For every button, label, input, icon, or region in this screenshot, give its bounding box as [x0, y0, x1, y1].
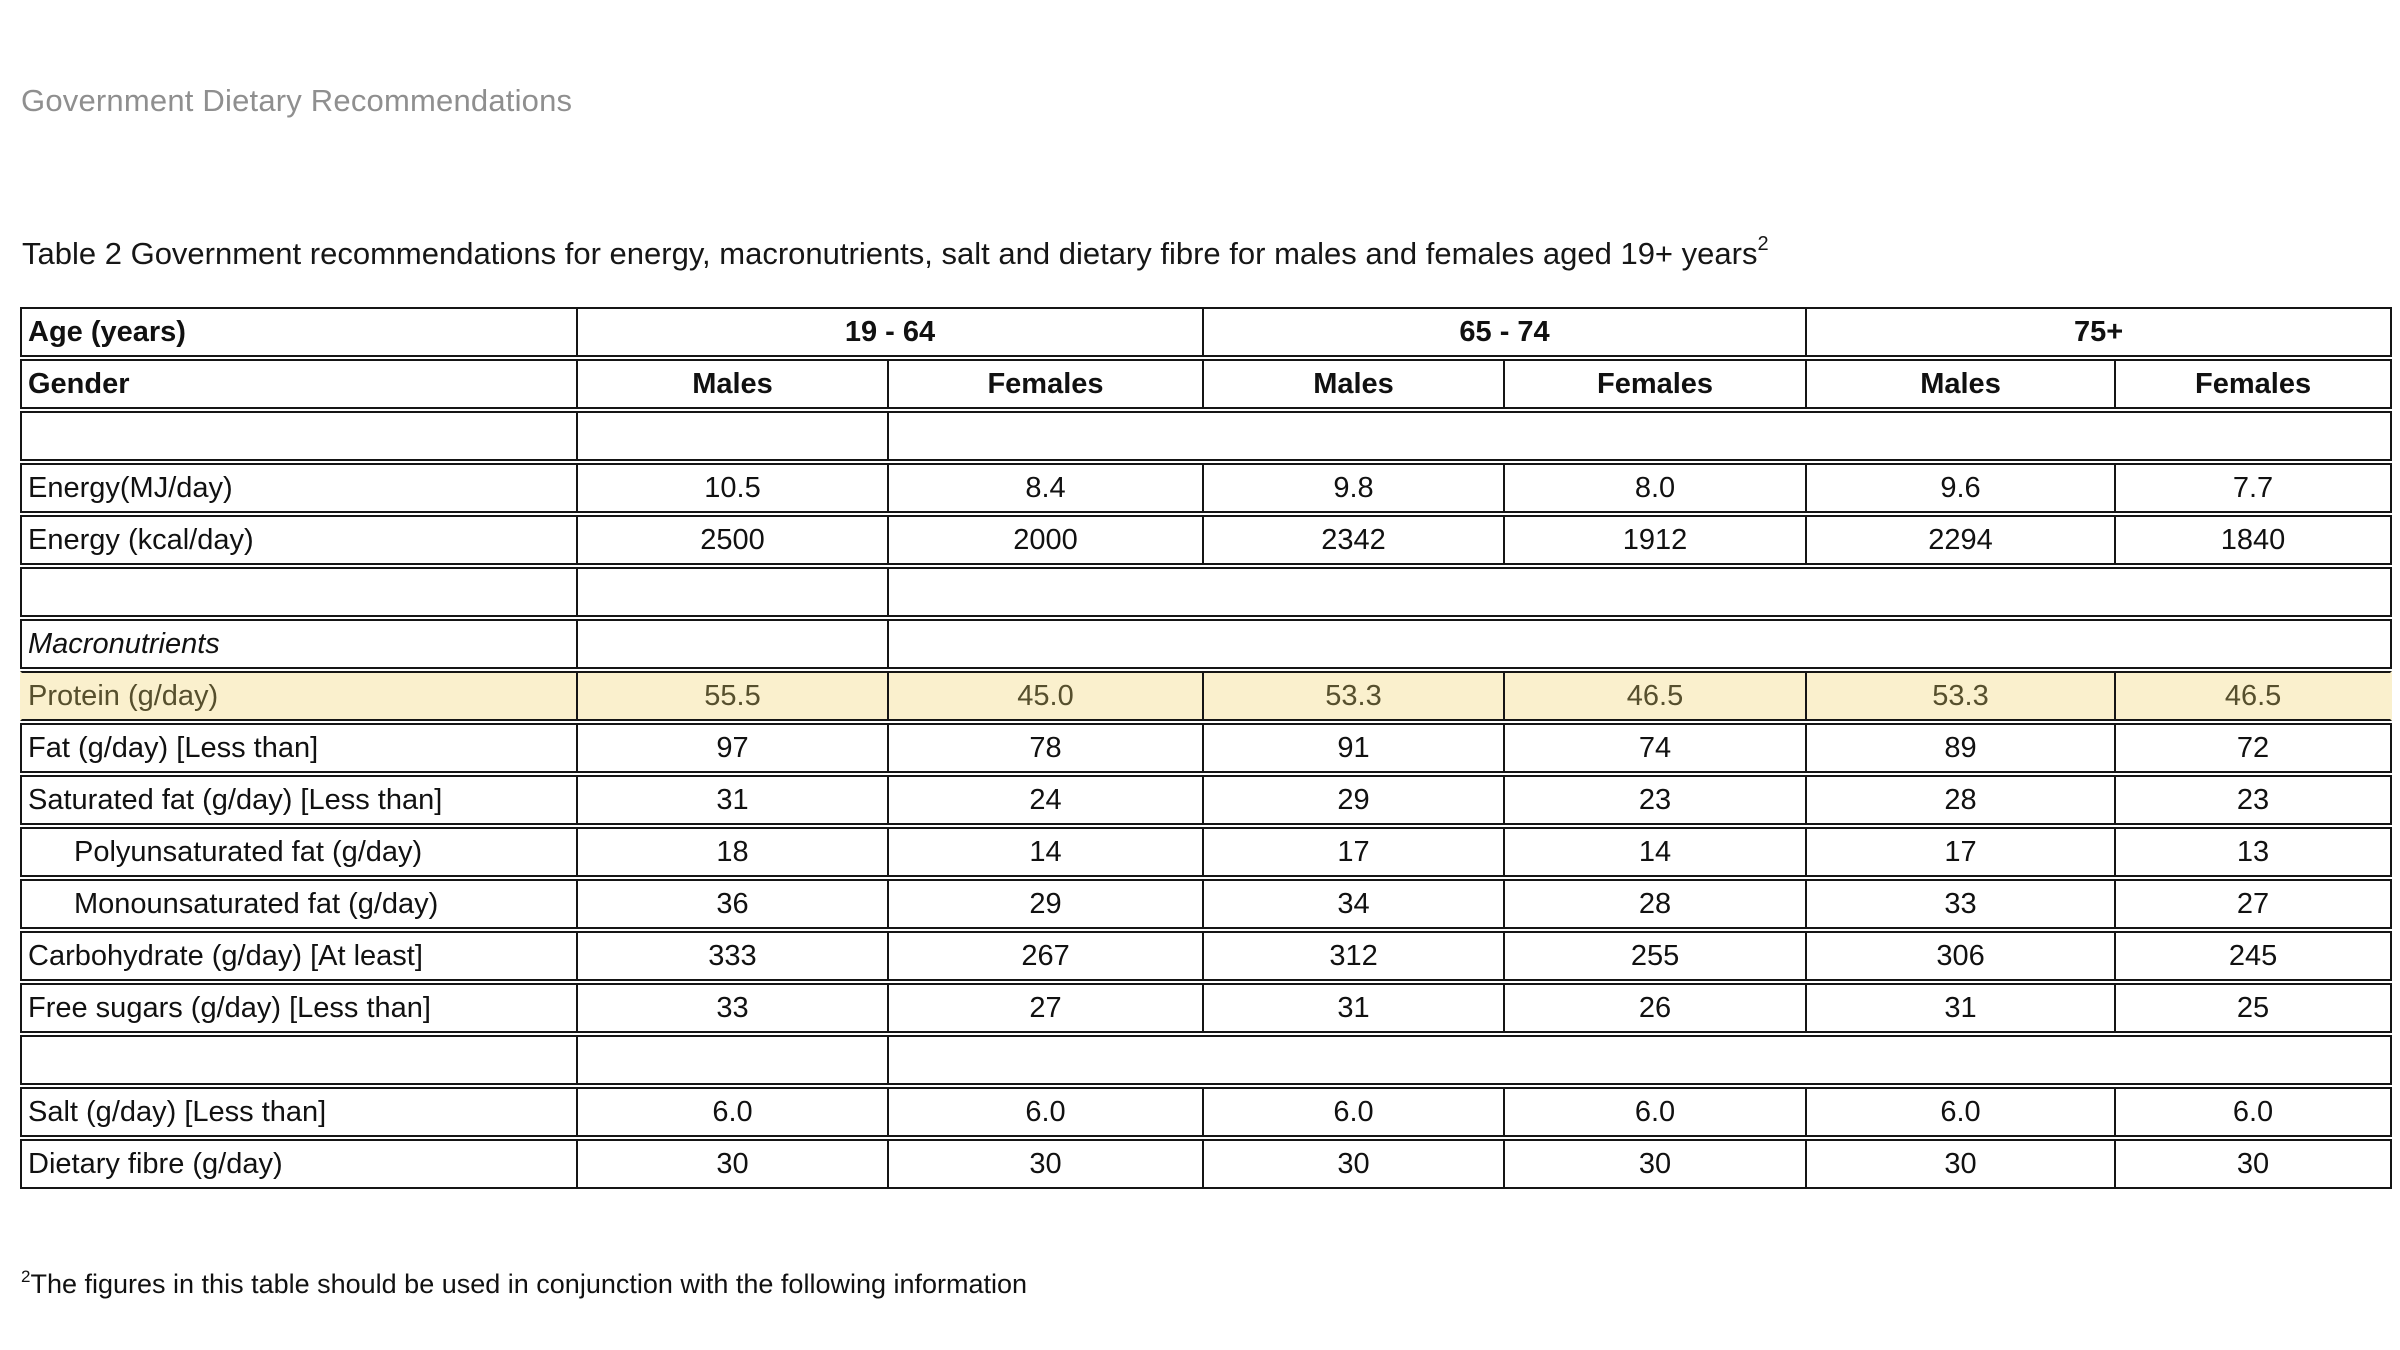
cell-value: 30 — [1505, 1139, 1807, 1189]
empty-cell — [578, 411, 889, 461]
table-row — [20, 827, 2392, 877]
age-group-65-74: 65 - 74 — [1204, 307, 1807, 357]
cell-value: 6.0 — [1505, 1087, 1807, 1137]
cell-value: 8.4 — [889, 463, 1204, 513]
cell-value: 6.0 — [1807, 1087, 2116, 1137]
cell-value: 6.0 — [578, 1087, 889, 1137]
empty-cell — [20, 567, 578, 617]
spacer-row — [20, 1035, 2392, 1085]
footnote-superscript: 2 — [21, 1267, 31, 1286]
table-body — [20, 307, 2392, 1189]
cell-value: 8.0 — [1505, 463, 1807, 513]
table-row — [20, 515, 2392, 565]
table-row — [20, 463, 2392, 513]
cell-value: 30 — [578, 1139, 889, 1189]
cell-value: 46.5 — [2116, 671, 2392, 721]
cell-value: 53.3 — [1807, 671, 2116, 721]
cell-value: 55.5 — [578, 671, 889, 721]
cell-value: 97 — [578, 723, 889, 773]
cell-value: 33 — [578, 983, 889, 1033]
gender-col-header: Females — [2116, 359, 2392, 409]
row-label: Carbohydrate (g/day) [At least] — [20, 931, 578, 981]
table-row — [20, 671, 2392, 721]
row-label: Energy(MJ/day) — [20, 463, 578, 513]
cell-value: 30 — [1204, 1139, 1505, 1189]
cell-value: 333 — [578, 931, 889, 981]
empty-cell — [578, 567, 889, 617]
cell-value: 23 — [1505, 775, 1807, 825]
table-row — [20, 775, 2392, 825]
cell-value: 2342 — [1204, 515, 1505, 565]
row-label: Saturated fat (g/day) [Less than] — [20, 775, 578, 825]
row-label: Dietary fibre (g/day) — [20, 1139, 578, 1189]
cell-value: 23 — [2116, 775, 2392, 825]
dietary-table — [20, 305, 2392, 1191]
cell-value: 36 — [578, 879, 889, 929]
cell-value: 18 — [578, 827, 889, 877]
spacer-row — [20, 411, 2392, 461]
gender-col-header: Males — [1204, 359, 1505, 409]
footnote-text: The figures in this table should be used in conjunction with the following information — [30, 1269, 1028, 1299]
gender-header-row — [20, 359, 2392, 409]
age-header-row — [20, 307, 2392, 357]
cell-value: 28 — [1807, 775, 2116, 825]
cell-value: 46.5 — [1505, 671, 1807, 721]
cell-value: 306 — [1807, 931, 2116, 981]
cell-value: 7.7 — [2116, 463, 2392, 513]
table-title-text: Table 2 Government recommendations for energy, macronutrients, salt and dietary fibre for males and females aged 19+ years — [22, 236, 1758, 271]
empty-cell — [20, 411, 578, 461]
empty-cell — [20, 1035, 578, 1085]
cell-value: 2500 — [578, 515, 889, 565]
cell-value: 312 — [1204, 931, 1505, 981]
cell-value: 25 — [2116, 983, 2392, 1033]
row-label: Polyunsaturated fat (g/day) — [20, 827, 578, 877]
cell-value: 31 — [1204, 983, 1505, 1033]
cell-value: 14 — [1505, 827, 1807, 877]
cell-value: 1912 — [1505, 515, 1807, 565]
row-label: Protein (g/day) — [20, 671, 578, 721]
cell-value: 53.3 — [1204, 671, 1505, 721]
cell-value: 9.8 — [1204, 463, 1505, 513]
cell-value: 72 — [2116, 723, 2392, 773]
gender-col-header: Females — [1505, 359, 1807, 409]
cell-value: 6.0 — [2116, 1087, 2392, 1137]
row-label: Free sugars (g/day) [Less than] — [20, 983, 578, 1033]
section-label: Macronutrients — [20, 619, 578, 669]
table-row — [20, 1139, 2392, 1189]
gender-col-header: Males — [1807, 359, 2116, 409]
cell-value: 245 — [2116, 931, 2392, 981]
empty-cell — [578, 619, 889, 669]
table-row — [20, 931, 2392, 981]
empty-merged-cell — [889, 619, 2392, 669]
gender-col-header: Females — [889, 359, 1204, 409]
cell-value: 89 — [1807, 723, 2116, 773]
table-title-superscript: 2 — [1757, 233, 1769, 255]
cell-value: 27 — [889, 983, 1204, 1033]
cell-value: 29 — [1204, 775, 1505, 825]
dietary-table-wrapper — [20, 305, 2392, 1191]
cell-value: 91 — [1204, 723, 1505, 773]
cell-value: 13 — [2116, 827, 2392, 877]
cell-value: 17 — [1807, 827, 2116, 877]
cell-value: 2000 — [889, 515, 1204, 565]
age-group-75plus: 75+ — [1807, 307, 2392, 357]
row-label: Monounsaturated fat (g/day) — [20, 879, 578, 929]
clipped-footnote — [21, 1261, 1421, 1299]
cell-value: 24 — [889, 775, 1204, 825]
cell-value: 74 — [1505, 723, 1807, 773]
cell-value: 31 — [578, 775, 889, 825]
cell-value: 31 — [1807, 983, 2116, 1033]
gender-label: Gender — [20, 359, 578, 409]
cell-value: 6.0 — [889, 1087, 1204, 1137]
section-heading: Government Dietary Recommendations — [21, 83, 573, 118]
cell-value: 267 — [889, 931, 1204, 981]
cell-value: 9.6 — [1807, 463, 2116, 513]
cell-value: 2294 — [1807, 515, 2116, 565]
cell-value: 14 — [889, 827, 1204, 877]
cell-value: 33 — [1807, 879, 2116, 929]
cell-value: 26 — [1505, 983, 1807, 1033]
cell-value: 28 — [1505, 879, 1807, 929]
row-label: Energy (kcal/day) — [20, 515, 578, 565]
cell-value: 27 — [2116, 879, 2392, 929]
table-title — [22, 224, 1769, 274]
empty-merged-cell — [889, 411, 2392, 461]
cell-value: 29 — [889, 879, 1204, 929]
table-row — [20, 723, 2392, 773]
table-row — [20, 1087, 2392, 1137]
cell-value: 45.0 — [889, 671, 1204, 721]
cell-value: 30 — [1807, 1139, 2116, 1189]
cell-value: 17 — [1204, 827, 1505, 877]
cell-value: 10.5 — [578, 463, 889, 513]
empty-merged-cell — [889, 567, 2392, 617]
cell-value: 30 — [889, 1139, 1204, 1189]
cell-value: 255 — [1505, 931, 1807, 981]
table-row — [20, 983, 2392, 1033]
table-row — [20, 879, 2392, 929]
age-group-19-64: 19 - 64 — [578, 307, 1204, 357]
cell-value: 6.0 — [1204, 1087, 1505, 1137]
row-label: Salt (g/day) [Less than] — [20, 1087, 578, 1137]
section-row — [20, 619, 2392, 669]
cell-value: 1840 — [2116, 515, 2392, 565]
cell-value: 34 — [1204, 879, 1505, 929]
empty-cell — [578, 1035, 889, 1085]
row-label: Fat (g/day) [Less than] — [20, 723, 578, 773]
gender-col-header: Males — [578, 359, 889, 409]
cell-value: 78 — [889, 723, 1204, 773]
age-years-label: Age (years) — [20, 307, 578, 357]
empty-merged-cell — [889, 1035, 2392, 1085]
spacer-row — [20, 567, 2392, 617]
cell-value: 30 — [2116, 1139, 2392, 1189]
